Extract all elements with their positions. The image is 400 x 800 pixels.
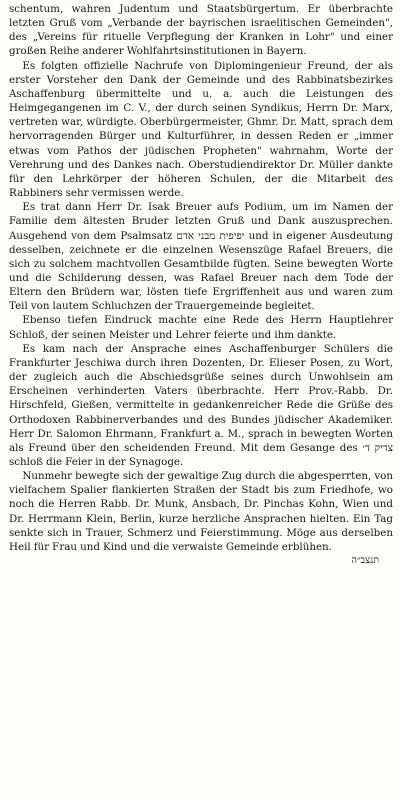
paragraph-greetings: Es kam nach der Ansprache eines Aschaffenburger Schülers die Frankfurter Jeschiwa durch ihren Dozenten, Dr. Elieser Posen, zu Wort, der zugleich auch die Abschiedsgrüße seines durch Unwohlsein am Erscheinen verhinderten Vaters überbrachte. Herr Prov.-Rabb. Dr. Hirschfeld, Gießen, vermittelte in gedankenreicher Rede die Grüße des Orthodoxen Rabbinerverbandes und des Bundes jüdischer Akademiker. Herr Dr. Salomon Ehrmann, Frankfurt a. M., sprach in bewegten Worten als Freund über den scheidenden Freund. Mit dem Gesange des צדיק ד׳ schloß die Feier in der Synagoge. [9, 342, 393, 468]
paragraph-schloss: Ebenso tiefen Eindruck machte eine Rede des Herrn Hauptlehrer Schloß, der seinen Meister und Lehrer feierte und ihm dankte. [9, 314, 393, 341]
closing-formula: תנצב״ה [351, 555, 379, 567]
paragraph-procession: Nunmehr bewegte sich der gewaltige Zug durch die abgesperrten, von vielfachem Spalier flankierten Straßen der Stadt bis zum Friedhofe, wo noch die Herren Rabb. Dr. Munk, Ansbach, Dr. Pinchas Kohn, Wien und Dr. Herrmann Klein, Berlin, kurze herzliche Ansprachen hielten. Ein Tag senkte sich in Trauer, Schmerz und Feierstimmung. Möge aus derselben Heil für Frau und Kind und die verwaiste Gemeinde erblühen. [9, 470, 393, 553]
paragraph-isak-breuer: Es trat dann Herr Dr. Isak Breuer aufs Podium, um im Namen der Familie dem ältesten Bruder letzten Gruß und Dank auszusprechen. Ausgehend von dem Psalmsatz יפיפית מבני אדם und in eigener Ausdeutung desselben, zeichnete er die einzelnen Wesenszüge Rafael Breuers, die sich zu solchem machtvollen Gesamtbilde fügten. Seine bewegten Worte und die Schilderung dessen, was Rafael Breuer nach dem Tode der Eltern den Brüdern war, lösten tiefe Ergriffenheit aus und waren zum Teil von lautem Schluchzen der Trauergemeinde begleitet. [9, 201, 393, 313]
paragraph-official-eulogies: Es folgten offizielle Nachrufe von Diplomingenieur Freund, der als erster Vorsteher den Dank der Gemeinde und des Rabbinatsbezirkes Aschaffenburg übermittelte und u. a. auch die Leistungen des Heimgegangenen im C. V., der durch seinen Syndikus, Herrn Dr. Marx, vertreten war, würdigte. Oberbürgermeister, Ghmr. Dr. Matt, sprach dem hervorragenden Bürger und Kulturführer, in dessen Reden er „immer etwas vom Pathos der jüdischen Propheten" wahrnahm, Worte der Verehrung und des Dankes nach. Oberstudiendirektor Dr. Müller dankte für den Lehrkörper der höheren Schulen, der die Mitarbeit des Rabbiners sehr vermissen werde. [9, 59, 393, 200]
paragraph-continuation: schentum, wahren Judentum und Staatsbürgertum. Er überbrachte letzten Gruß vom „Verbande der bayrischen israelitischen Gemeinden", des „Vereins für rituelle Verpflegung der Kranken in Lohr" und einer großen Reihe anderer Wohlfahrtsinstitutionen in Bayern. [9, 3, 393, 58]
